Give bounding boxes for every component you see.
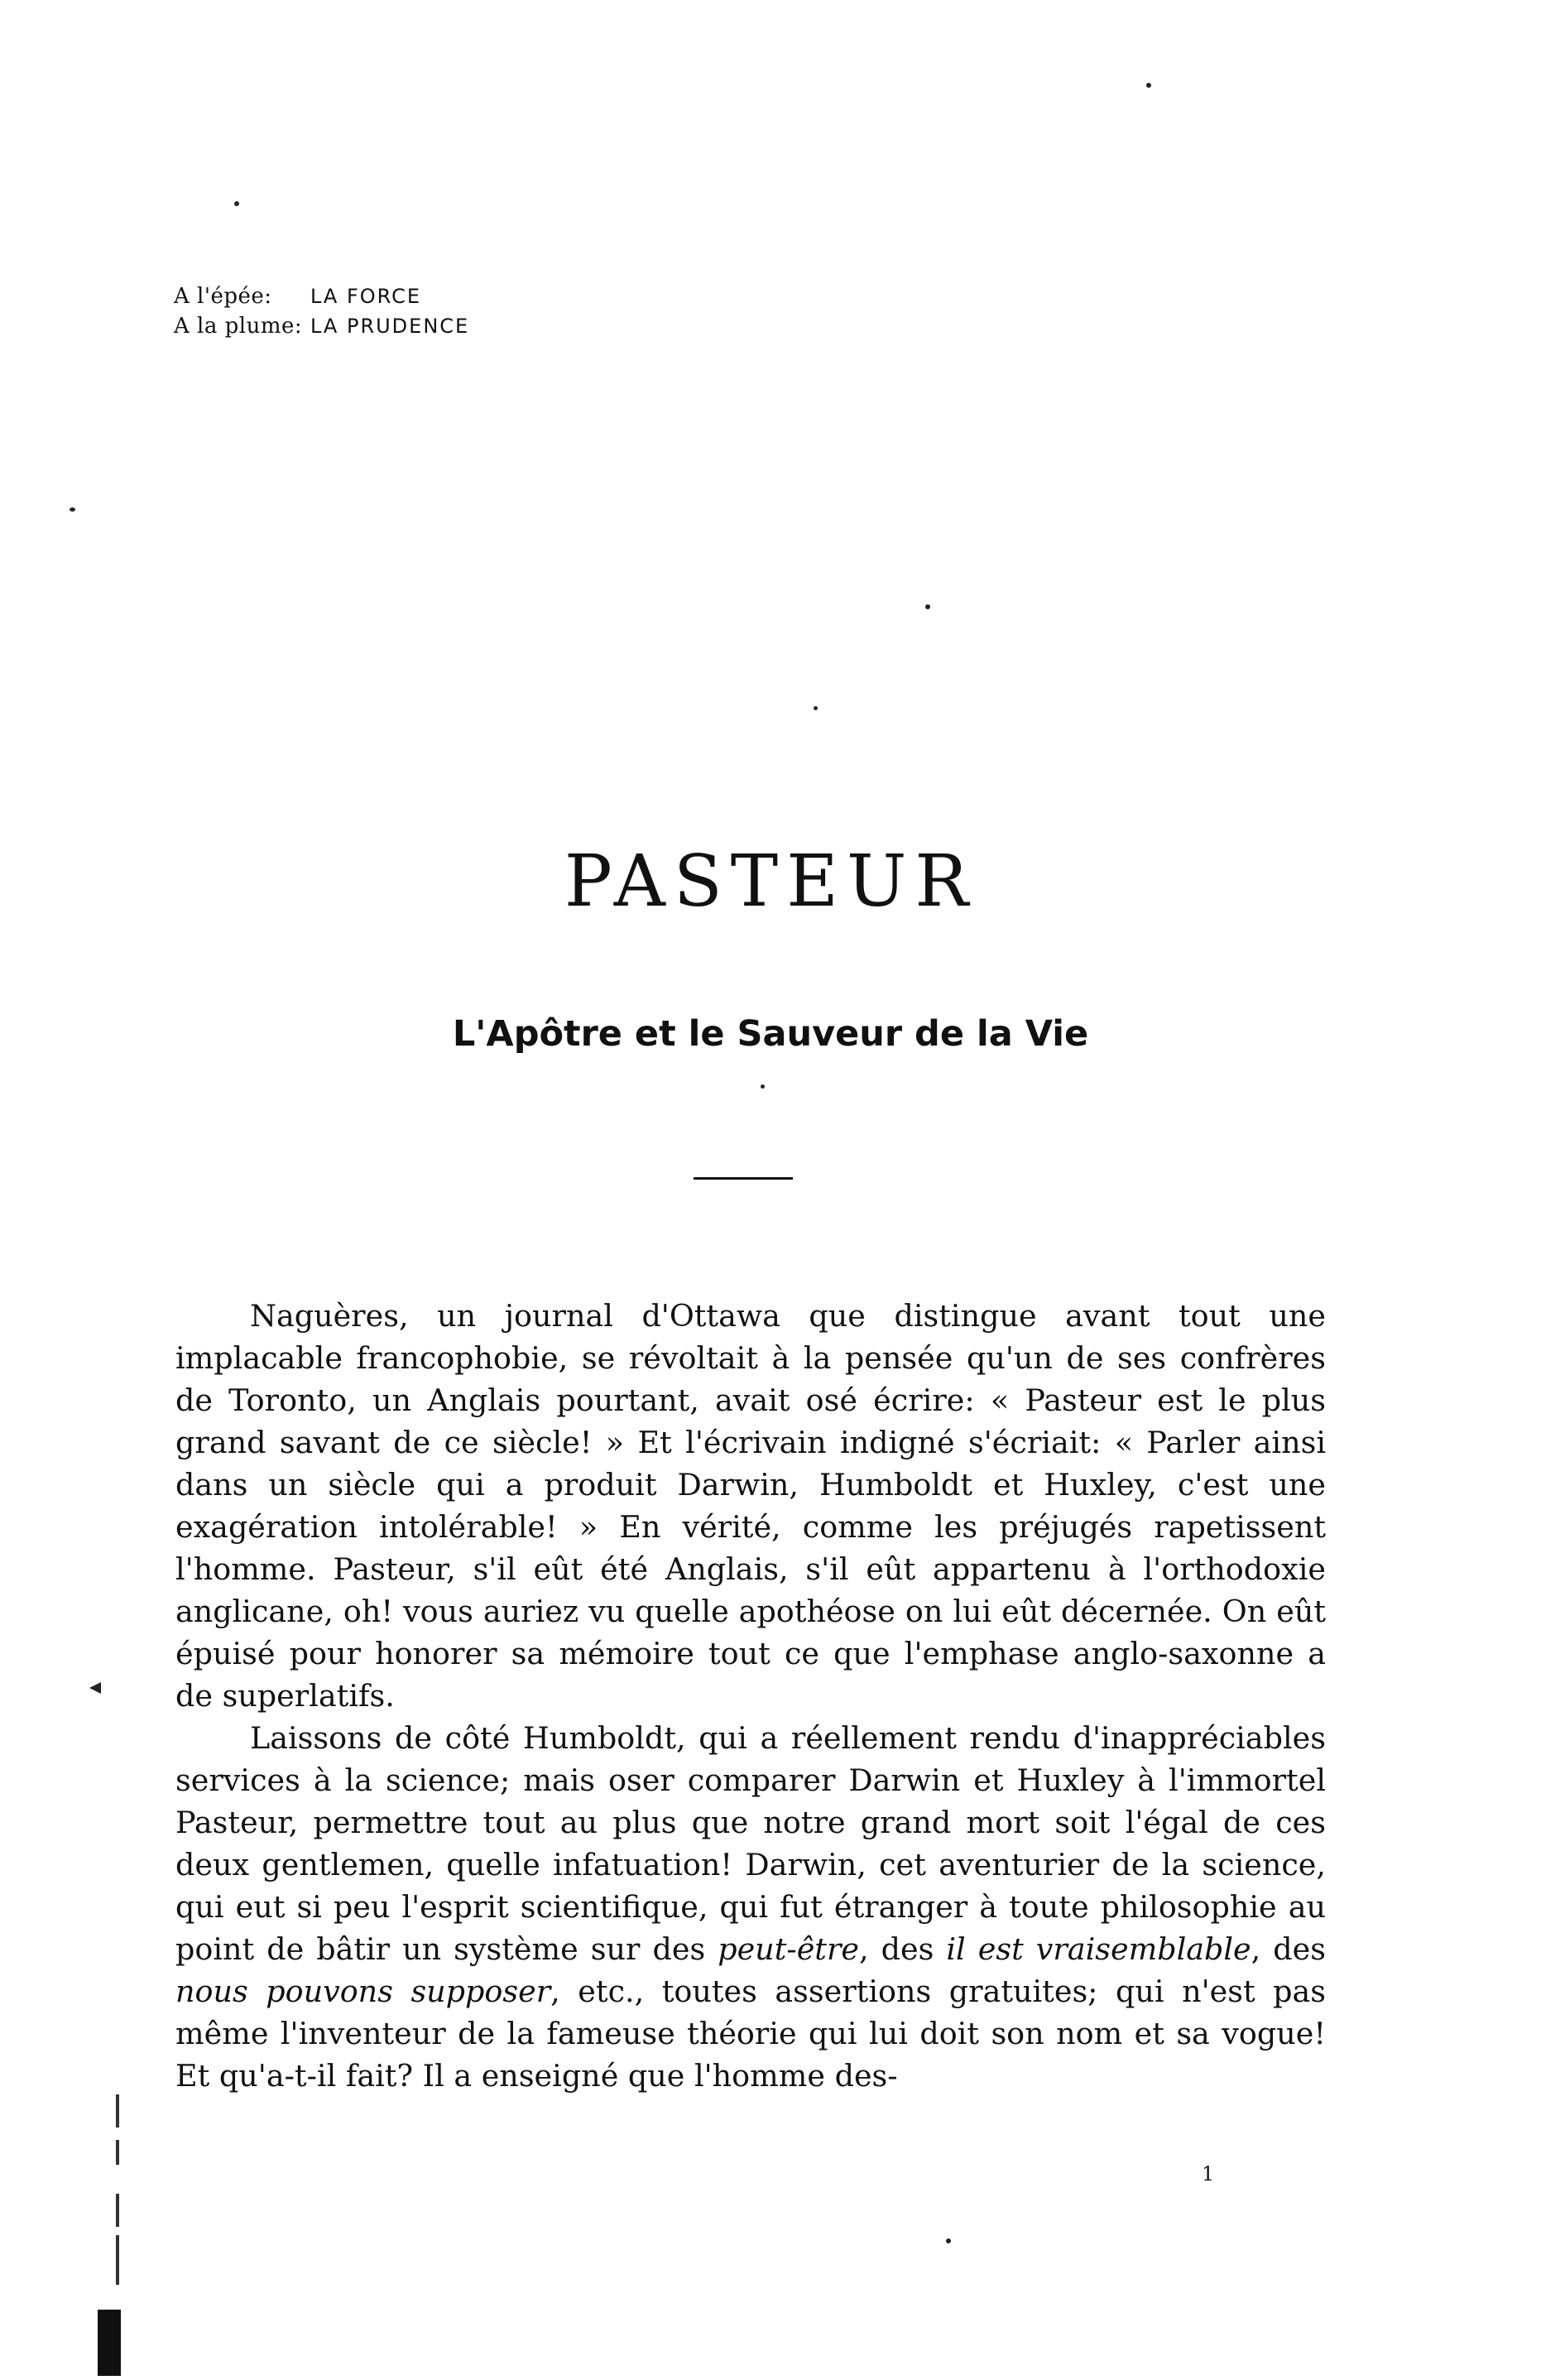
paragraph-2-part-3: , des — [1251, 1931, 1326, 1967]
margin-mark — [116, 2140, 119, 2165]
margin-mark — [116, 2094, 119, 2128]
paragraph-2-part-1: Laissons de côté Humboldt, qui a réellement rendu d'inappréciables services à la science; mais oser comparer Darwin et Huxley à l'immortel Pasteur, permettre tout au plus que notre grand mort soit l'égal de ces deux gentlemen, quelle infatuation! Darwin, cet aventurier de la science, qui eut si peu l'esprit scientifique, qui fut étranger à toute philosophie au point de bâtir un système sur des — [175, 1720, 1326, 1967]
epigraph-line-sword — [174, 281, 469, 311]
scan-speck — [925, 604, 930, 609]
paragraph-1: Naguères, un journal d'Ottawa que distingue avant tout une implacable francophobie, se révoltait à la pensée qu'un de ses confrères de Toronto, un Anglais pourtant, avait osé écrire: « Pasteur est le plus grand savant de ce siècle! » Et l'écrivain indigné s'écriait: « Parler ainsi dans un siècle qui a produit Darwin, Humboldt et Huxley, c'est une exagération intolérable! » En vérité, comme les préjugés rapetissent l'homme. Pasteur, s'il eût été Anglais, s'il eût appartenu à l'orthodoxie anglicane, oh! vous auriez vu quelle apothéose on lui eût décernée. On eût épuisé pour honorer sa mémoire tout ce que l'emphase anglo-saxonne a de superlatifs. — [175, 1298, 1326, 1714]
epigraph-label-pen: A la plume: — [174, 314, 303, 339]
page-title: PASTEUR — [564, 840, 977, 923]
margin-arrow-mark — [89, 1682, 101, 1694]
scan-speck — [234, 201, 239, 206]
margin-mark — [116, 2194, 119, 2227]
italic-phrase-1: peut-être — [718, 1931, 860, 1967]
section-divider — [694, 1177, 793, 1180]
paragraph-2-part-4: , etc., toutes assertions gratuites; qui n'est pas même l'inventeur de la fameuse théorie qui lui doit son nom et sa vogue! Et qu'a-t-il fait? Il a enseigné que l'homme des- — [175, 1974, 1326, 2094]
scan-speck — [946, 2238, 951, 2243]
paragraph-2-part-2: , des — [859, 1931, 934, 1967]
epigraph-label-sword: A l'épée: — [174, 284, 272, 309]
epigraph — [174, 281, 469, 341]
margin-mark — [116, 2235, 119, 2285]
epigraph-value-prudence: LA PRUDENCE — [310, 315, 470, 338]
binding-mark — [98, 2310, 121, 2376]
scan-speck — [70, 507, 75, 512]
italic-phrase-2: il est vraisemblable — [946, 1931, 1251, 1967]
paragraph-2 — [175, 1717, 1326, 2097]
epigraph-line-pen — [174, 311, 469, 341]
page-subtitle: L'Apôtre et le Sauveur de la Vie — [452, 1013, 1089, 1055]
epigraph-value-force: LA FORCE — [310, 285, 422, 308]
scan-speck — [761, 1084, 765, 1089]
body-text — [175, 1295, 1326, 2097]
page-number: 1 — [1202, 2162, 1215, 2185]
scan-speck — [1146, 83, 1151, 88]
italic-phrase-3: nous pouvons supposer — [175, 1974, 551, 2009]
scan-speck — [814, 706, 818, 710]
